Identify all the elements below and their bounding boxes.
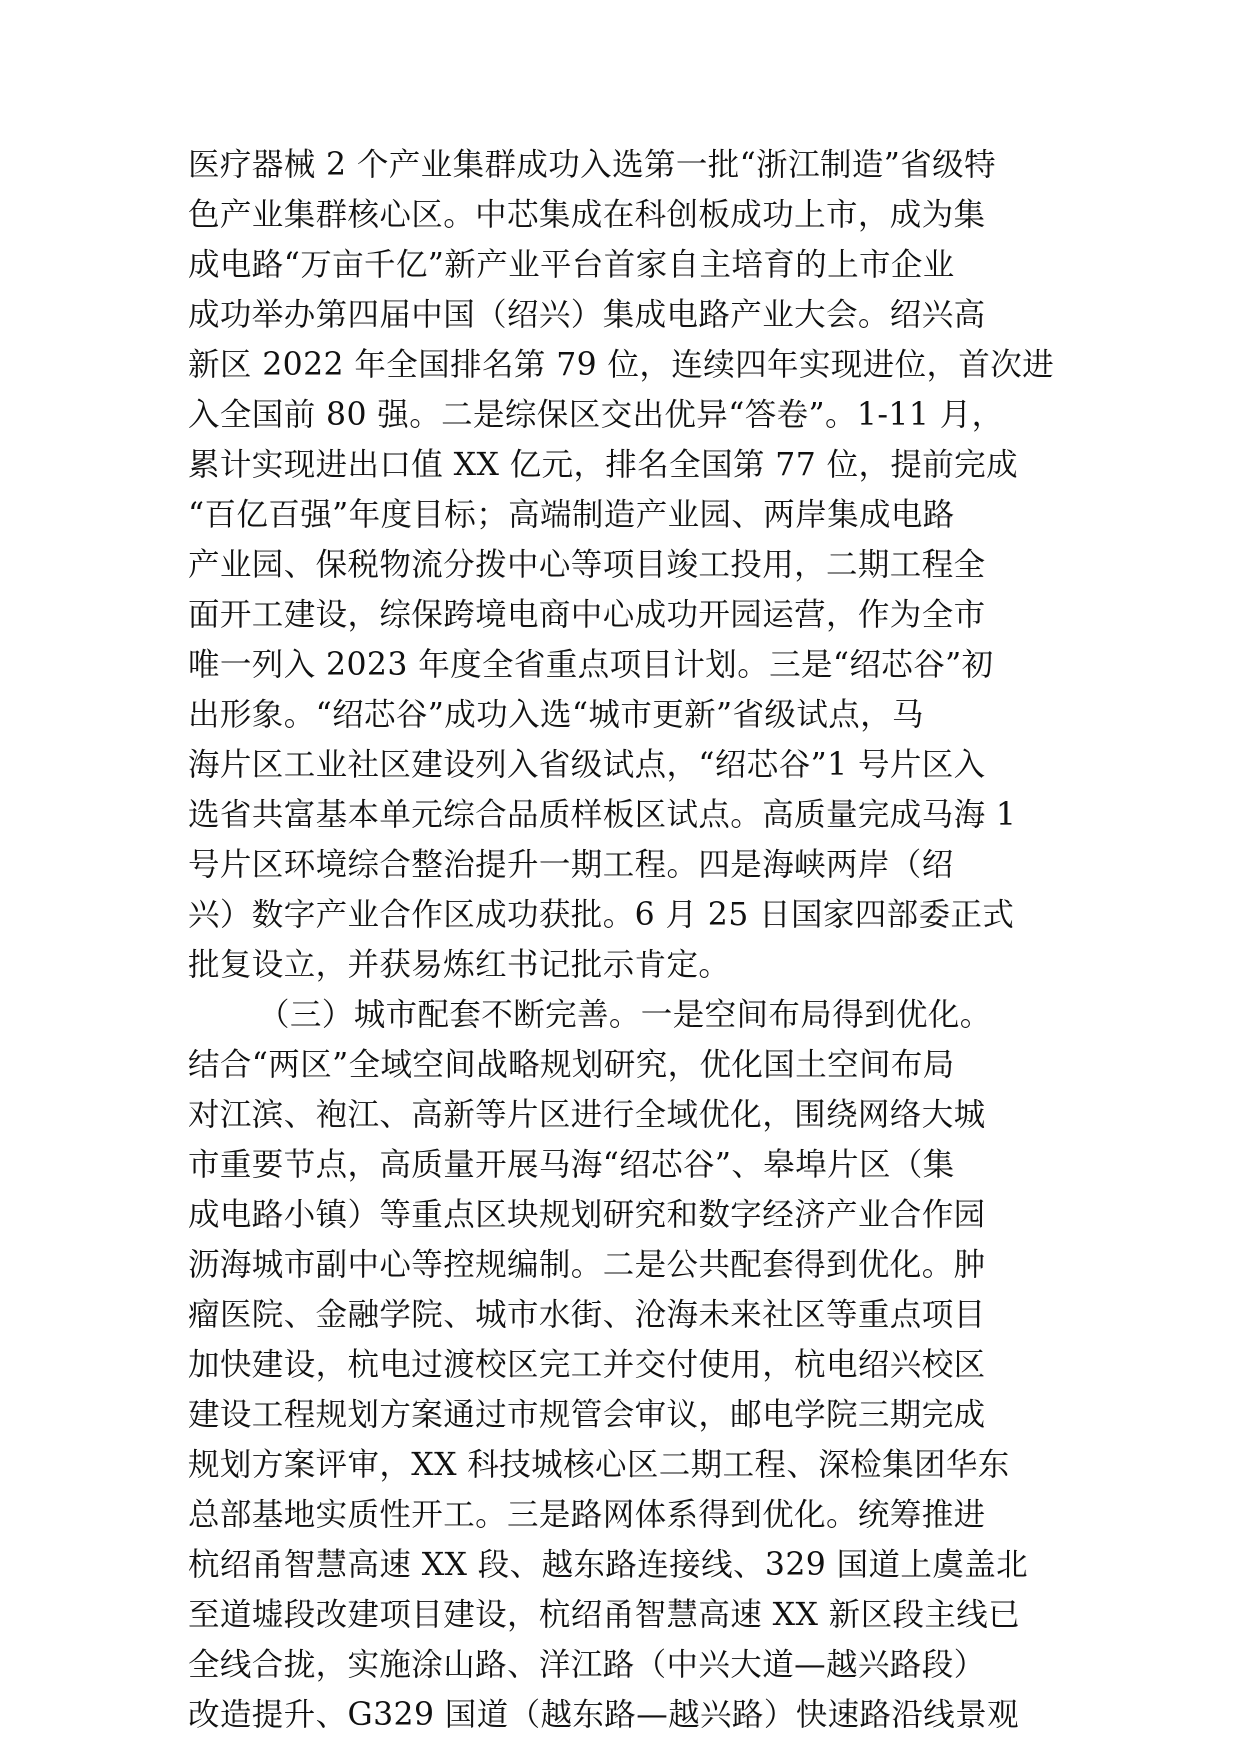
text-line: 结合“两区”全域空间战略规划研究，优化国土空间布局 xyxy=(188,1047,955,1083)
text-line: 医疗器械 2 个产业集群成功入选第一批“浙江制造”省级特 xyxy=(188,147,996,183)
text-line: 沥海城市副中心等控规编制。二是公共配套得到优化。肿 xyxy=(188,1247,986,1283)
text-line: 色产业集群核心区。中芯集成在科创板成功上市，成为集 xyxy=(188,197,986,233)
text-line: 成功举办第四届中国（绍兴）集成电路产业大会。绍兴高 xyxy=(188,297,986,333)
section-heading-line: （三）城市配套不断完善。一是空间布局得到优化。 xyxy=(258,997,992,1033)
text-line: 成电路小镇）等重点区块规划研究和数字经济产业合作园 xyxy=(188,1197,986,1233)
text-line: 市重要节点，高质量开展马海“绍芯谷”、皋埠片区（集 xyxy=(188,1147,955,1183)
text-line: 号片区环境综合整治提升一期工程。四是海峡两岸（绍 xyxy=(188,847,954,883)
text-line: 改造提升、G329 国道（越东路—越兴路）快速路沿线景观 xyxy=(188,1697,1020,1733)
text-line: 规划方案评审，XX 科技城核心区二期工程、深检集团华东 xyxy=(188,1447,1010,1483)
text-line: 总部基地实质性开工。三是路网体系得到优化。统筹推进 xyxy=(188,1497,986,1533)
text-line: 入全国前 80 强。二是综保区交出优异“答卷”。1-11 月， xyxy=(188,397,1004,433)
text-line: 建设工程规划方案通过市规管会审议，邮电学院三期完成 xyxy=(188,1397,986,1433)
text-line: 瘤医院、金融学院、城市水街、沧海未来社区等重点项目 xyxy=(188,1297,986,1333)
text-line: 面开工建设，综保跨境电商中心成功开园运营，作为全市 xyxy=(188,597,986,633)
text-line: 对江滨、袍江、高新等片区进行全域优化，围绕网络大城 xyxy=(188,1097,986,1133)
text-line: 加快建设，杭电过渡校区完工并交付使用，杭电绍兴校区 xyxy=(188,1347,986,1383)
text-line: 唯一列入 2023 年度全省重点项目计划。三是“绍芯谷”初 xyxy=(188,647,994,683)
text-line: “百亿百强”年度目标；高端制造产业园、两岸集成电路 xyxy=(188,497,955,533)
text-line: 全线合拢，实施涂山路、洋江路（中兴大道—越兴路段） xyxy=(188,1647,986,1683)
text-line: 杭绍甬智慧高速 XX 段、越东路连接线、329 国道上虞盖北 xyxy=(188,1547,1029,1583)
text-line: 新区 2022 年全国排名第 79 位，连续四年实现进位，首次进 xyxy=(188,347,1055,383)
text-line: 产业园、保税物流分拨中心等项目竣工投用，二期工程全 xyxy=(188,547,986,583)
text-line: 选省共富基本单元综合品质样板区试点。高质量完成马海 1 xyxy=(188,797,1017,833)
body-text xyxy=(188,140,1060,1740)
text-line: 成电路“万亩千亿”新产业平台首家自主培育的上市企业 xyxy=(188,247,955,283)
text-line: 兴）数字产业合作区成功获批。6 月 25 日国家四部委正式 xyxy=(188,897,1015,933)
text-line: 海片区工业社区建设列入省级试点，“绍芯谷”1 号片区入 xyxy=(188,747,986,783)
text-line: 出形象。“绍芯谷”成功入选“城市更新”省级试点，马 xyxy=(188,697,924,733)
text-line: 累计实现进出口值 XX 亿元，排名全国第 77 位，提前完成 xyxy=(188,447,1018,483)
text-line: 至道墟段改建项目建设，杭绍甬智慧高速 XX 新区段主线已 xyxy=(188,1597,1021,1633)
text-line: 批复设立，并获易炼红书记批示肯定。 xyxy=(188,947,731,983)
